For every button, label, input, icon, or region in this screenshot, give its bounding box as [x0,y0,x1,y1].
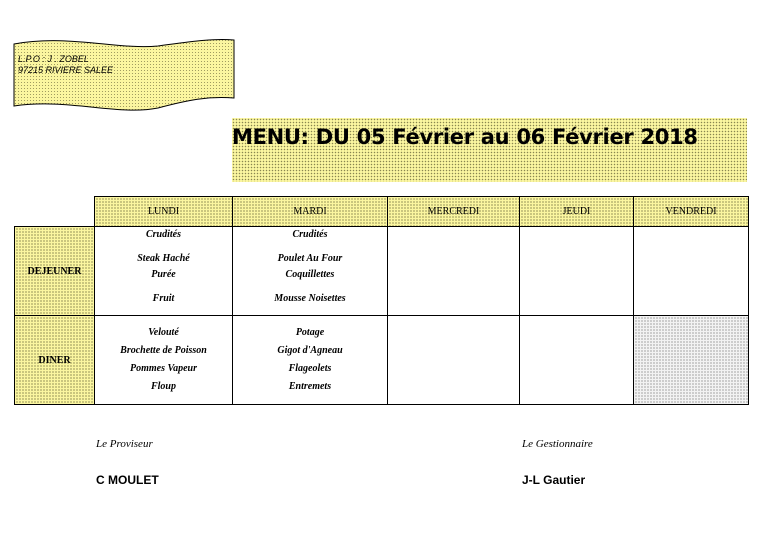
menu-item: Steak Haché [137,253,190,264]
dejeuner-lundi [95,227,233,316]
page-title: MENU: DU 05 Février au 06 Février 2018 [232,125,698,149]
diner-lundi [95,316,233,405]
row-label-diner: DINER [15,316,95,405]
header-jeudi: JEUDI [520,197,634,227]
header-lundi: LUNDI [95,197,233,227]
proviseur-name: C MOULET [96,473,159,487]
header-vendredi: VENDREDI [634,197,749,227]
header-mercredi: MERCREDI [388,197,520,227]
school-name: L.P.O : J . ZOBEL [18,54,89,64]
row-label-dejeuner: DEJEUNER [15,227,95,316]
menu-item: Gigot d'Agneau [277,345,343,356]
menu-table [14,196,749,405]
gestionnaire-title: Le Gestionnaire [522,438,593,450]
dejeuner-row [15,227,749,316]
dejeuner-mardi [233,227,388,316]
corner-cell [15,197,95,227]
menu-item: Floup [150,381,176,392]
dejeuner-mercredi [388,227,520,316]
header-row [15,197,749,227]
diner-row [15,316,749,405]
menu-item: Flageolets [288,363,332,374]
menu-item: Poulet Au Four [277,253,343,264]
menu-item: Entremets [288,381,332,392]
dejeuner-vendredi [634,227,749,316]
menu-item: Pommes Vapeur [130,363,197,374]
menu-item: Crudités [145,229,181,240]
menu-item: Fruit [152,293,175,304]
school-info [18,54,113,76]
diner-vendredi [634,316,749,405]
menu-item: Brochette de Poisson [120,345,207,356]
dejeuner-jeudi [520,227,634,316]
diner-mardi [233,316,388,405]
proviseur-title: Le Proviseur [96,438,153,450]
gestionnaire-name: J-L Gautier [522,473,586,487]
school-banner [8,36,240,116]
school-address: 97215 RIVIERE SALEE [18,65,114,75]
diner-mercredi [388,316,520,405]
menu-item: Coquillettes [285,269,335,280]
diner-jeudi [520,316,634,405]
menu-item: Potage [295,327,325,338]
menu-item: Purée [151,269,176,280]
menu-item: Crudités [292,229,328,240]
header-mardi: MARDI [233,197,388,227]
menu-item: Velouté [148,327,179,338]
menu-item: Mousse Noisettes [274,293,346,304]
